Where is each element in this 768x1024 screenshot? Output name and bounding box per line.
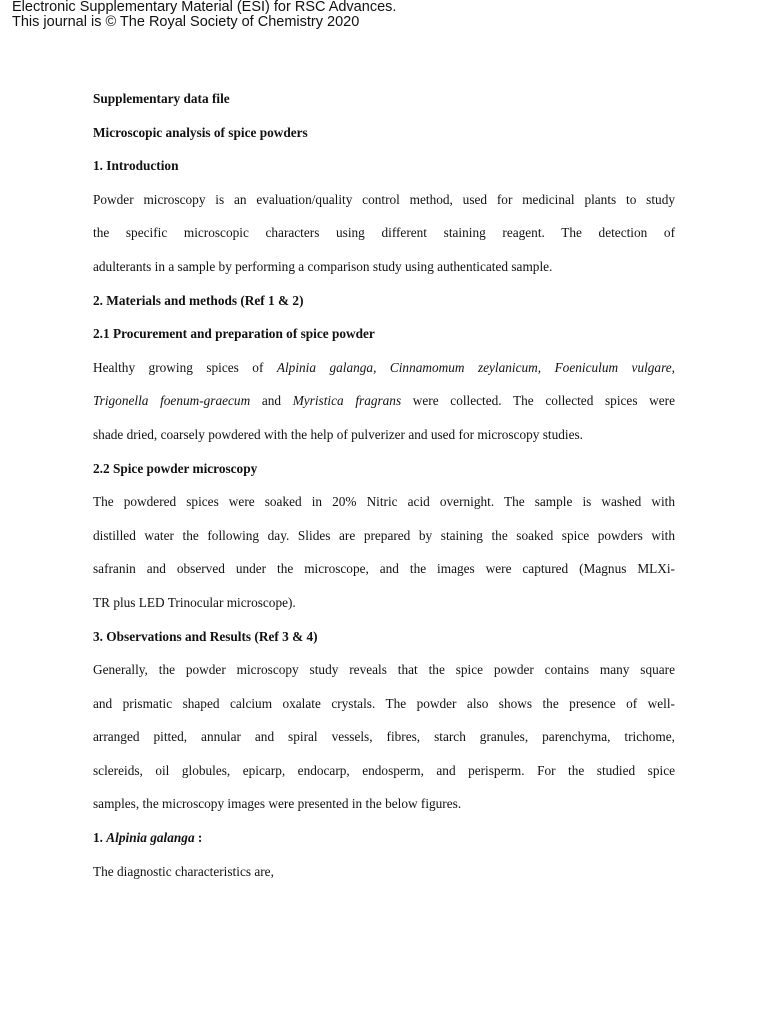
microscopy-paragraph-line: The powdered spices were soaked in 20% Nitric acid overnight. The sample is washed with — [93, 494, 675, 510]
text-span: were collected. The collected spices were — [401, 393, 675, 409]
item-heading-alpinia — [93, 821, 675, 855]
observations-paragraph-line: Generally, the powder microscopy study reveals that the spice powder contains many square — [93, 662, 675, 678]
document-subtitle: Microscopic analysis of spice powders — [93, 124, 308, 140]
esi-header-line1: Electronic Supplementary Material (ESI) for RSC Advances. — [12, 0, 397, 15]
species-name: Myristica fragrans — [292, 393, 402, 409]
text-span: and — [250, 393, 293, 409]
procurement-paragraph-line: shade dried, coarsely powdered with the help of pulverizer and used for microscopy studies. — [93, 426, 583, 442]
document-title: Supplementary data file — [93, 91, 230, 106]
esi-header — [12, 0, 396, 30]
observations-paragraph-line: and prismatic shaped calcium oxalate crystals. The powder also shows the presence of well- — [93, 695, 675, 711]
microscopy-paragraph-line: distilled water the following day. Slides are prepared by staining the soaked spice powders with — [93, 527, 675, 543]
item-description: The diagnostic characteristics are, — [93, 863, 274, 879]
item-number: 1. — [93, 830, 107, 846]
section-heading-materials-methods: 2. Materials and methods (Ref 1 & 2) — [93, 292, 304, 308]
intro-paragraph-line: Powder microscopy is an evaluation/quality control method, used for medicinal plants to study — [93, 191, 675, 207]
esi-header-line2: This journal is © The Royal Society of Chemistry 2020 — [12, 14, 360, 30]
microscopy-paragraph-line: safranin and observed under the microscope, and the images were captured (Magnus MLXi- — [93, 561, 675, 577]
species-name: Trigonella foenum-graecum — [93, 393, 251, 409]
item-colon: : — [194, 830, 203, 846]
species-name: Cinnamomum zeylanicum, — [389, 359, 542, 375]
species-name: Foeniculum vulgare, — [554, 359, 675, 375]
observations-paragraph-line: arranged pitted, annular and spiral vessels, fibres, starch granules, parenchyma, trichome, — [93, 729, 675, 745]
section-heading-procurement: 2.1 Procurement and preparation of spice powder — [93, 326, 375, 342]
document-body — [93, 82, 675, 888]
text-span: Healthy growing spices of — [93, 359, 277, 375]
procurement-paragraph-line — [93, 384, 675, 418]
section-heading-observations: 3. Observations and Results (Ref 3 & 4) — [93, 628, 318, 644]
observations-paragraph-line: sclereids, oil globules, epicarp, endocarp, endosperm, and perisperm. For the studied spice — [93, 762, 675, 778]
observations-paragraph-line: samples, the microscopy images were presented in the below figures. — [93, 796, 462, 812]
microscopy-paragraph-line: TR plus LED Trinocular microscope). — [93, 594, 296, 610]
section-heading-introduction: 1. Introduction — [93, 158, 179, 174]
section-heading-microscopy: 2.2 Spice powder microscopy — [93, 460, 258, 476]
intro-paragraph-line: the specific microscopic characters using different staining reagent. The detection of — [93, 225, 675, 241]
species-name: Alpinia galanga — [106, 830, 195, 846]
species-name: Alpinia galanga, — [276, 359, 377, 375]
intro-paragraph-line: adulterants in a sample by performing a comparison study using authenticated sample. — [93, 258, 553, 274]
procurement-paragraph-line — [93, 351, 675, 385]
